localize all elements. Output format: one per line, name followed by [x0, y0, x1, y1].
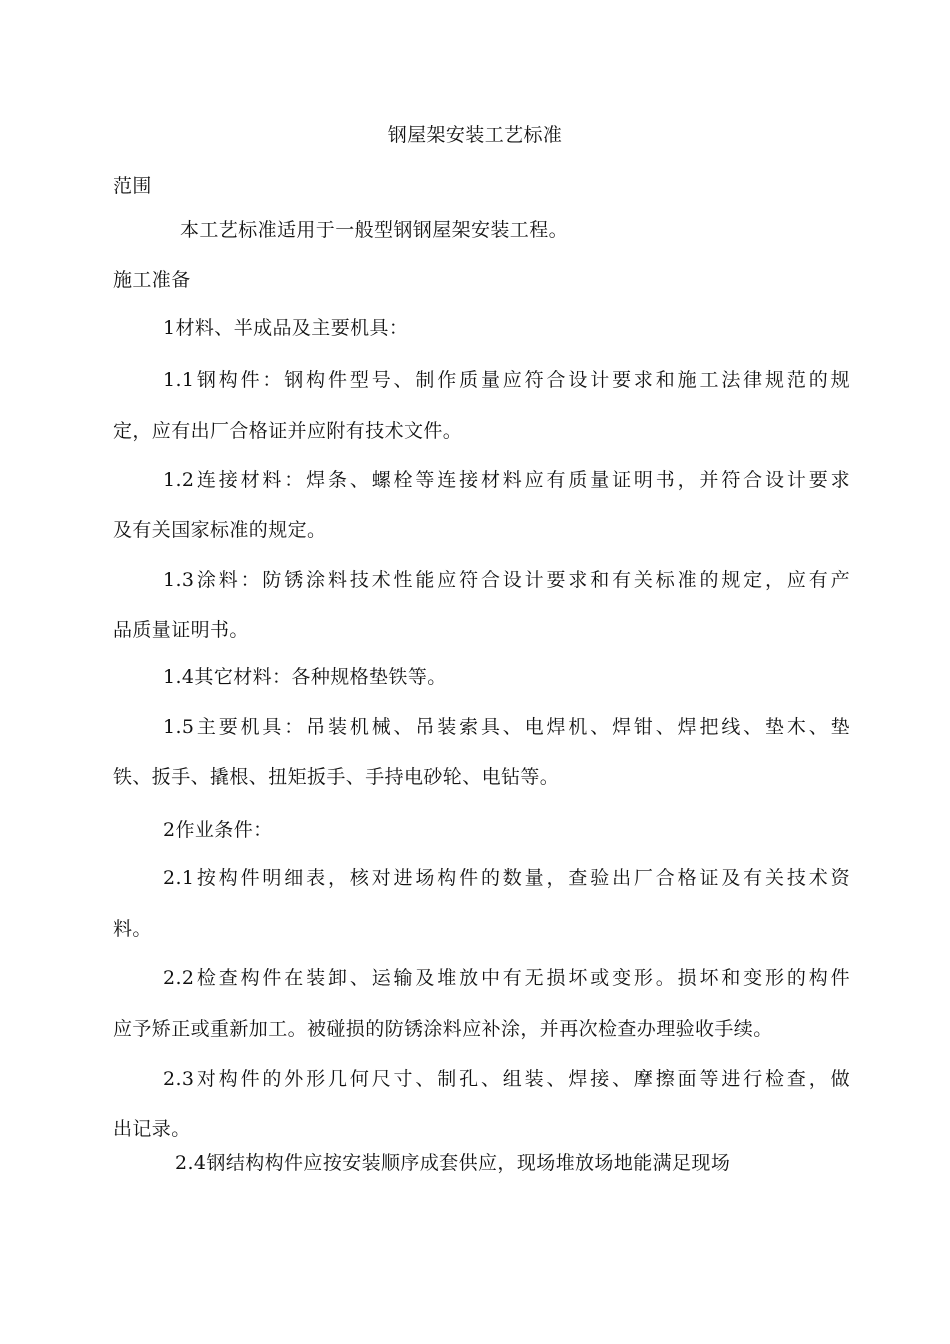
item-1-3-line1: 1.3涂料：防锈涂料技术性能应符合设计要求和有关标准的规定，应有产 — [163, 569, 850, 591]
item-1-1-line1: 1.1钢构件：钢构件型号、制作质量应符合设计要求和施工法律规范的规 — [163, 369, 850, 391]
item-2-1-line1: 2.1按构件明细表，核对进场构件的数量，查验出厂合格证及有关技术资 — [163, 867, 850, 889]
section-heading-scope: 范围 — [113, 175, 152, 197]
item-2-heading: 2作业条件： — [163, 819, 273, 841]
item-1-2-line2: 及有关国家标准的规定。 — [113, 519, 327, 541]
item-1-5-line2: 铁、扳手、撬根、扭矩扳手、手持电砂轮、电钻等。 — [113, 766, 560, 788]
item-2-1-line2: 料。 — [113, 918, 152, 940]
section-heading-prep: 施工准备 — [113, 269, 191, 291]
item-1-4: 1.4其它材料：各种规格垫铁等。 — [163, 666, 447, 688]
item-2-4: 2.4钢结构构件应按安装顺序成套供应，现场堆放场地能满足现场 — [175, 1152, 731, 1174]
item-2-3-line1: 2.3对构件的外形几何尺寸、制孔、组装、焊接、摩擦面等进行检查，做 — [163, 1068, 850, 1090]
item-2-2-line2: 应予矫正或重新加工。被碰损的防锈涂料应补涂，并再次检查办理验收手续。 — [113, 1018, 773, 1040]
item-1-heading: 1材料、半成品及主要机具： — [163, 317, 409, 339]
item-1-5-line1: 1.5主要机具：吊装机械、吊装索具、电焊机、焊钳、焊把线、垫木、垫 — [163, 716, 850, 738]
item-1-2-line1: 1.2连接材料：焊条、螺栓等连接材料应有质量证明书，并符合设计要求 — [163, 469, 850, 491]
item-2-2-line1: 2.2检查构件在装卸、运输及堆放中有无损坏或变形。损坏和变形的构件 — [163, 967, 850, 989]
item-1-3-line2: 品质量证明书。 — [113, 619, 249, 641]
paragraph-scope: 本工艺标准适用于一般型钢钢屋架安装工程。 — [180, 219, 569, 241]
item-2-3-line2: 出记录。 — [113, 1118, 191, 1140]
item-1-1-line2: 定，应有出厂合格证并应附有技术文件。 — [113, 420, 463, 442]
document-title: 钢屋架安装工艺标准 — [387, 124, 563, 146]
